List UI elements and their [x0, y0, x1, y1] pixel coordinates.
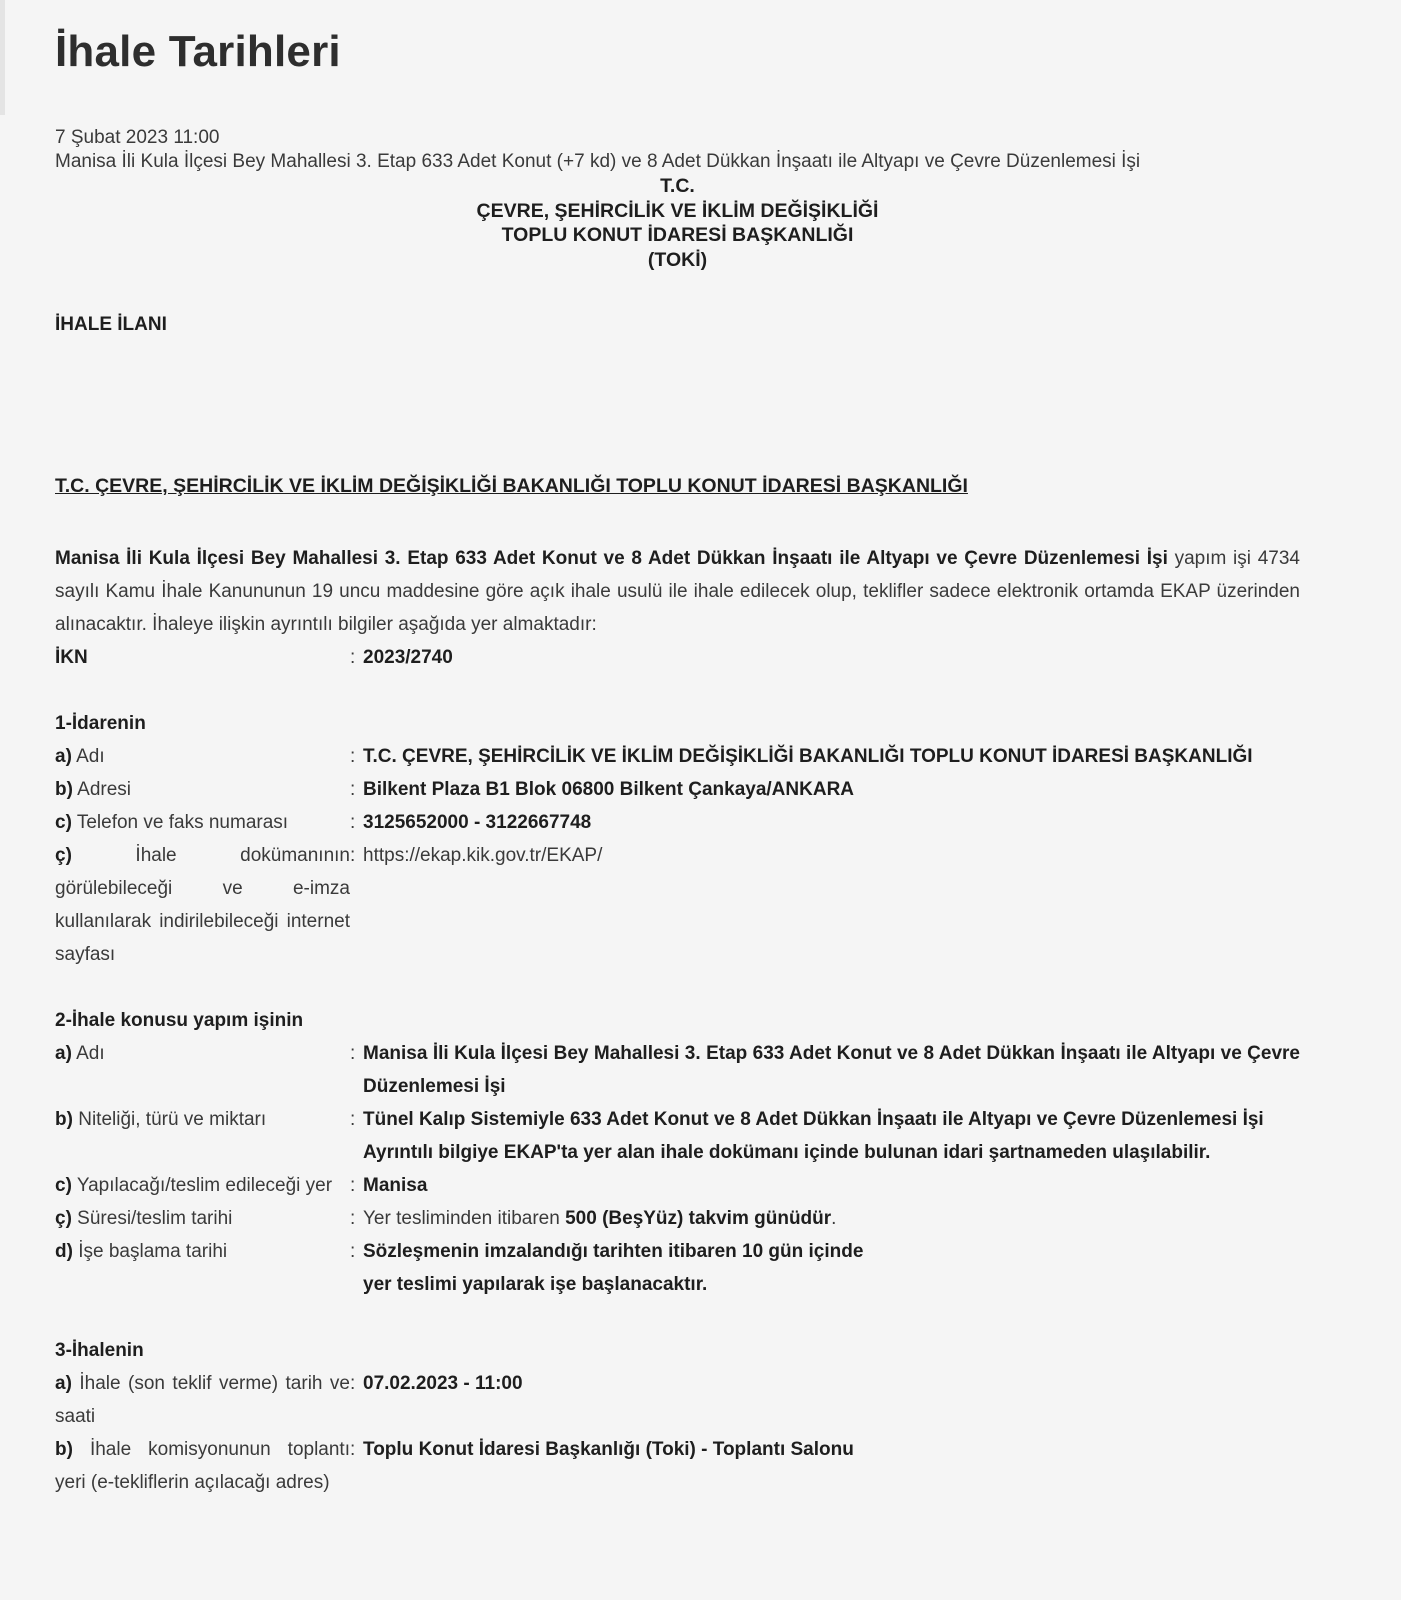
field-row [55, 1169, 1300, 1202]
field-label-text: Adresi [72, 779, 132, 800]
section2-heading: 2-İhale konusu yapım işinin [55, 1010, 304, 1031]
field-label-text: İhale komisyonunun toplantı yeri (e-tekliflerin açılacağı adres) [55, 1439, 350, 1493]
field-key: a) [55, 746, 72, 767]
document [55, 22, 1300, 1499]
field-value-text: . [831, 1208, 837, 1229]
field-value: Manisa İli Kula İlçesi Bey Mahallesi 3. Etap 633 Adet Konut ve 8 Adet Dükkan İnşaatı ile Altyapı ve Çevre Düzenlemesi İşi [363, 1043, 1300, 1097]
separator: : [350, 1439, 356, 1460]
agency-title: T.C. ÇEVRE, ŞEHİRCİLİK VE İKLİM DEĞİŞİKLİĞİ BAKANLIĞI TOPLU KONUT İDARESİ BAŞKANLIĞI [55, 475, 968, 497]
field-label [55, 1202, 350, 1235]
intro-paragraph [55, 542, 1300, 641]
ikn-row [55, 641, 1300, 674]
left-edge-shadow [0, 0, 5, 115]
intro-bold: Manisa İli Kula İlçesi Bey Mahallesi 3. Etap 633 Adet Konut ve 8 Adet Dükkan İnşaatı ile Altyapı ve Çevre Düzenlemesi İşi [55, 548, 1168, 569]
field-key: ç) [55, 1208, 72, 1229]
field-label-text: Yapılacağı/teslim edileceği yer [71, 1175, 333, 1196]
intro-text: yapım işi 4734 sayılı Kamu İhale Kanununun 19 uncu maddesine göre açık ihale usulü ile ihale edilecek olup, teklifler sadece elektronik ortamda EKAP üzerinden alınacaktır. İhaleye ilişkin ayrıntılı bilgiler aşağıda yer almaktadır: [55, 548, 1300, 635]
field-row [55, 773, 1300, 806]
field-key: b) [55, 779, 73, 800]
field-label [55, 773, 350, 806]
field-row [55, 1103, 1300, 1169]
field-label-text: Telefon ve faks numarası [71, 812, 289, 833]
field-key: a) [55, 1373, 72, 1394]
field-label-text: Niteliği, türü ve miktarı [72, 1109, 267, 1130]
separator: : [350, 1241, 356, 1262]
field-key: ç) [55, 845, 72, 866]
agency-header [55, 174, 1300, 272]
separator: : [350, 1175, 356, 1196]
field-value-text: Sözleşmenin imzalandığı tarihten itibaren 10 gün içinde [363, 1241, 864, 1262]
field-label [55, 839, 350, 971]
separator: : [350, 779, 356, 800]
field-value [363, 1103, 1300, 1169]
field-row [55, 1433, 1300, 1499]
field-row [55, 1367, 1300, 1433]
field-value: Bilkent Plaza B1 Blok 06800 Bilkent Çankaya/ANKARA [363, 779, 855, 800]
field-value: T.C. ÇEVRE, ŞEHİRCİLİK VE İKLİM DEĞİŞİKLİĞİ BAKANLIĞI TOPLU KONUT İDARESİ BAŞKANLIĞI [363, 746, 1253, 767]
field-value: Manisa [363, 1175, 428, 1196]
field-label [55, 1037, 350, 1103]
field-label-text: Süresi/teslim tarihi [71, 1208, 233, 1229]
field-row [55, 1202, 1300, 1235]
field-value-text: Tünel Kalıp Sistemiyle 633 Adet Konut ve 8 Adet Dükkan İnşaatı ile Altyapı ve Çevre Düzenlemesi İşi [363, 1109, 1264, 1130]
field-label-text: İhale dokümanının görülebileceği ve e-imza kullanılarak indirilebileceği internet sayfası [55, 845, 350, 965]
field-label [55, 806, 350, 839]
field-value-note: Ayrıntılı bilgiye EKAP'ta yer alan ihale dokümanı içinde bulunan idari şartnameden ulaşılabilir. [363, 1142, 1211, 1163]
field-key: c) [55, 812, 72, 833]
field-key: a) [55, 1043, 72, 1064]
field-label [55, 1103, 350, 1169]
field-value: 3125652000 - 3122667748 [363, 812, 592, 833]
agency-header-line: ÇEVRE, ŞEHİRCİLİK VE İKLİM DEĞİŞİKLİĞİ [476, 199, 879, 222]
agency-header-line: (TOKİ) [647, 248, 708, 271]
field-label-text: İhale (son teklif verme) tarih ve saati [55, 1373, 350, 1427]
field-label-text: Adı [71, 1043, 105, 1064]
field-value-bold: 500 (BeşYüz) takvim günüdür [565, 1208, 832, 1229]
field-value [363, 1235, 1300, 1301]
separator: : [350, 812, 356, 833]
field-row [55, 806, 1300, 839]
field-row [55, 839, 1300, 971]
separator: : [350, 647, 356, 668]
separator: : [350, 1109, 356, 1130]
field-row [55, 740, 1300, 773]
field-label-text: Adı [71, 746, 105, 767]
tender-subject: Manisa İli Kula İlçesi Bey Mahallesi 3. Etap 633 Adet Konut (+7 kd) ve 8 Adet Dükkan İnşaatı ile Altyapı ve Çevre Düzenlemesi İşi [55, 151, 1141, 172]
field-row [55, 1037, 1300, 1103]
field-value: Toplu Konut İdaresi Başkanlığı (Toki) - Toplantı Salonu [363, 1439, 854, 1460]
field-label [55, 1433, 350, 1499]
field-value-text: yer teslimi yapılarak işe başlanacaktır. [363, 1274, 708, 1295]
field-key: d) [55, 1241, 73, 1262]
section1-heading: 1-İdarenin [55, 713, 146, 734]
field-value: 07.02.2023 - 11:00 [363, 1373, 523, 1394]
field-label [55, 1169, 350, 1202]
separator: : [350, 845, 356, 866]
section3-heading: 3-İhalenin [55, 1340, 144, 1361]
ekap-link[interactable]: https://ekap.kik.gov.tr/EKAP/ [363, 845, 603, 866]
agency-header-line: TOPLU KONUT İDARESİ BAŞKANLIĞI [501, 224, 854, 246]
field-key: b) [55, 1439, 73, 1460]
field-label-text: İşe başlama tarihi [72, 1241, 228, 1262]
separator: : [350, 1043, 356, 1064]
field-key: c) [55, 1175, 72, 1196]
ikn-value: 2023/2740 [363, 647, 453, 668]
separator: : [350, 1208, 356, 1229]
field-label [55, 740, 350, 773]
field-key: b) [55, 1109, 73, 1130]
field-label [55, 1235, 350, 1301]
publish-date: 7 Şubat 2023 11:00 [55, 127, 220, 148]
separator: : [350, 746, 356, 767]
page-title: İhale Tarihleri [55, 27, 341, 76]
separator: : [350, 1373, 356, 1394]
ikn-label [55, 641, 350, 674]
field-row [55, 1235, 1300, 1301]
ilan-heading: İHALE İLANI [55, 314, 167, 335]
field-value-text: Yer tesliminden itibaren [363, 1208, 566, 1229]
field-label [55, 1367, 350, 1433]
ikn-label-text: İKN [55, 647, 88, 668]
agency-header-line: T.C. [660, 175, 695, 197]
field-value [363, 1202, 1300, 1235]
